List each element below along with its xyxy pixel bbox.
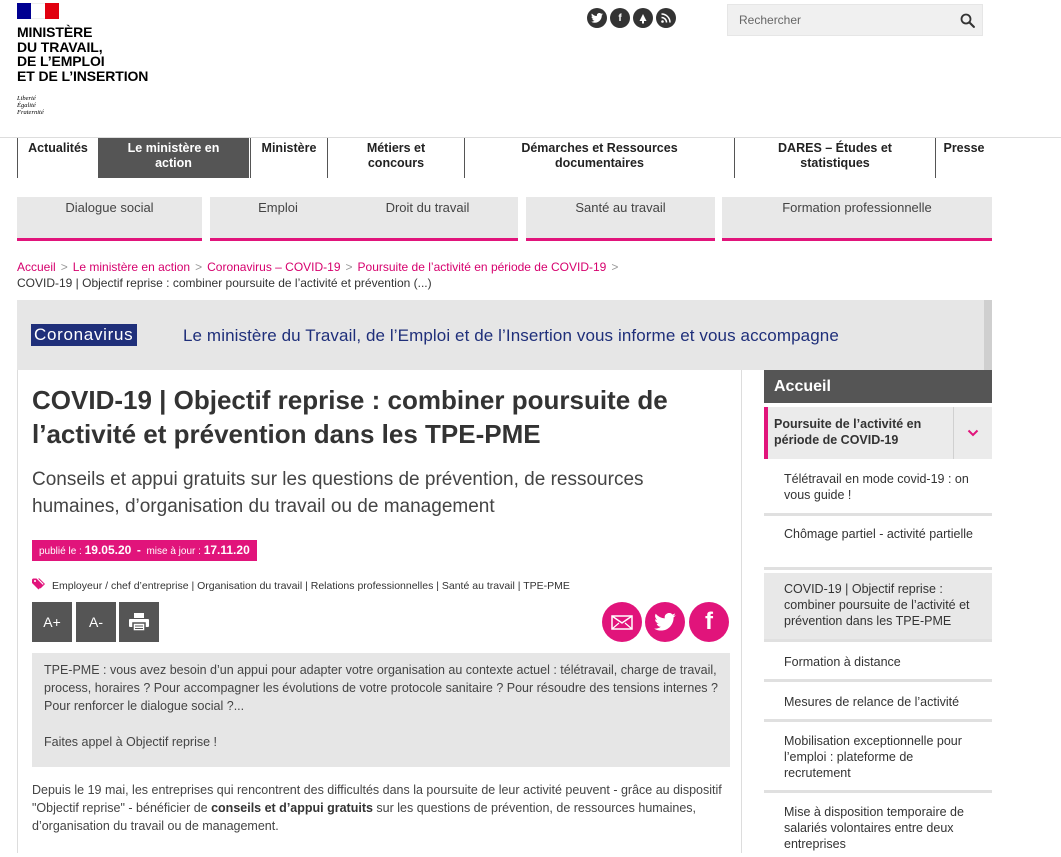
- subnav-droit-travail[interactable]: Droit du travail: [337, 197, 518, 241]
- search-icon[interactable]: [952, 13, 982, 28]
- nav-actualites[interactable]: Actualités: [17, 138, 98, 178]
- sidebar-home[interactable]: Accueil: [764, 370, 992, 403]
- breadcrumb-accueil[interactable]: Accueil: [17, 260, 56, 274]
- sidebar-item-mesures-relance[interactable]: Mesures de relance de l’activité: [764, 686, 992, 722]
- breadcrumb: Accueil > Le ministère en action > Coronavirus – COVID-19 > Poursuite de l’activité en période de COVID-19 > COVID-19 | Objectif reprise : combiner poursuite de l’activité et prévention (...): [17, 260, 619, 290]
- date-badge: publié le : 19.05.20 - mise à jour : 17.11.20: [32, 540, 257, 561]
- share-facebook-button[interactable]: [689, 602, 729, 642]
- page-title: COVID-19 | Objectif reprise : combiner poursuite de l’activité et prévention dans les TPE-PME: [32, 385, 668, 449]
- print-icon: [129, 613, 149, 631]
- breadcrumb-coronavirus[interactable]: Coronavirus – COVID-19: [207, 260, 341, 274]
- facebook-icon[interactable]: f: [610, 8, 630, 28]
- podcast-icon[interactable]: [633, 8, 653, 28]
- banner-text: Le ministère du Travail, de l’Emploi et de l’Insertion vous informe et vous accompagne: [183, 326, 839, 345]
- social-links: [587, 8, 676, 28]
- banner-tag: Coronavirus: [31, 324, 137, 346]
- email-icon: [611, 615, 633, 630]
- article-body: Depuis le 19 mai, les entreprises qui rencontrent des difficultés dans la poursuite de leur activité peuvent - grâce au dispositif "Objectif reprise" - bénéficier de conseils et d’appui gratuits sur les questions de prévention, de ressources humaines, d’organisation du travail ou de management.: [32, 783, 722, 833]
- subnav-dialogue-social[interactable]: Dialogue social: [17, 197, 202, 241]
- logo-text: MINISTÈRE DU TRAVAIL, DE L’EMPLOI ET DE L’INSERTION: [17, 24, 149, 84]
- article: [17, 370, 742, 853]
- republic-motto: Liberté Égalité Fraternité: [17, 95, 44, 116]
- nav-demarches-ressources[interactable]: Démarches et Ressources documentaires: [464, 138, 734, 178]
- twitter-icon[interactable]: [587, 8, 607, 28]
- breadcrumb-poursuite-activite[interactable]: Poursuite de l’activité en période de COVID-19: [357, 260, 607, 274]
- sidebar-section-label: Poursuite de l’activité en période de COVID-19: [774, 417, 922, 447]
- subnav-emploi[interactable]: Emploi: [210, 197, 346, 241]
- breadcrumb-current: COVID-19 | Objectif reprise : combiner poursuite de l’activité et prévention (...): [17, 276, 432, 290]
- ministry-logo[interactable]: [17, 3, 177, 123]
- sidebar-item-teletravail[interactable]: Télétravail en mode covid-19 : on vous guide !: [764, 466, 992, 516]
- nav-metiers-concours[interactable]: Métiers et concours: [327, 138, 464, 178]
- subnav-sante-travail[interactable]: Santé au travail: [526, 197, 715, 241]
- intro-paragraph: TPE-PME : vous avez besoin d’un appui pour adapter votre organisation au contexte actuel : télétravail, charge de travail, process, horaires ? Pour accompagner les évolutions de votre protocole sanitaire ? Pour résoudre des tensions internes ? Pour renforcer le dialogue social ?...: [44, 663, 718, 713]
- tag-icon: [32, 578, 46, 593]
- facebook-icon: f: [705, 608, 713, 635]
- sidebar: [764, 370, 992, 853]
- sidebar-section-poursuite[interactable]: [764, 407, 992, 459]
- nav-ministere-en-action[interactable]: Le ministère en action: [98, 138, 249, 178]
- main-navigation: [0, 137, 1061, 177]
- subnav-formation-professionnelle[interactable]: Formation professionnelle: [722, 197, 992, 241]
- sidebar-item-mobilisation-emploi[interactable]: Mobilisation exceptionnelle pour l’emploi : plateforme de recrutement: [764, 726, 992, 793]
- chevron-down-icon[interactable]: [953, 407, 992, 459]
- sub-navigation: [17, 197, 992, 242]
- rss-icon[interactable]: [656, 8, 676, 28]
- article-lede: Conseils et appui gratuits sur les questions de prévention, de ressources humaines, d’organisation du travail ou de management: [32, 469, 644, 517]
- french-flag-icon: [17, 3, 59, 19]
- nav-ministere[interactable]: Ministère: [250, 138, 327, 178]
- font-increase-button[interactable]: A+: [32, 602, 72, 642]
- intro-box: [32, 653, 730, 767]
- nav-presse[interactable]: Presse: [935, 138, 992, 178]
- share-twitter-button[interactable]: [645, 602, 685, 642]
- coronavirus-banner[interactable]: [17, 300, 992, 370]
- font-decrease-button[interactable]: A-: [76, 602, 116, 642]
- search-input[interactable]: [728, 5, 952, 35]
- search-bar: [727, 4, 983, 36]
- article-tags: [32, 578, 570, 593]
- nav-dares[interactable]: DARES – Études et statistiques: [734, 138, 935, 178]
- print-button[interactable]: [119, 602, 159, 642]
- intro-call-to-action: Faites appel à Objectif reprise !: [44, 735, 217, 749]
- tags-list[interactable]: Employeur / chef d’entreprise | Organisation du travail | Relations professionnelles | Santé au travail | TPE-PME: [52, 579, 570, 592]
- sidebar-item-formation-distance[interactable]: Formation à distance: [764, 646, 992, 682]
- twitter-icon: [654, 613, 676, 631]
- breadcrumb-ministere-action[interactable]: Le ministère en action: [72, 260, 191, 274]
- sidebar-item-objectif-reprise[interactable]: COVID-19 | Objectif reprise : combiner poursuite de l’activité et prévention dans les TPE-PME: [764, 573, 992, 642]
- share-email-button[interactable]: [602, 602, 642, 642]
- sidebar-item-mise-a-disposition[interactable]: Mise à disposition temporaire de salariés volontaires entre deux entreprises: [784, 805, 964, 851]
- sidebar-item-chomage-partiel[interactable]: Chômage partiel - activité partielle: [764, 520, 992, 570]
